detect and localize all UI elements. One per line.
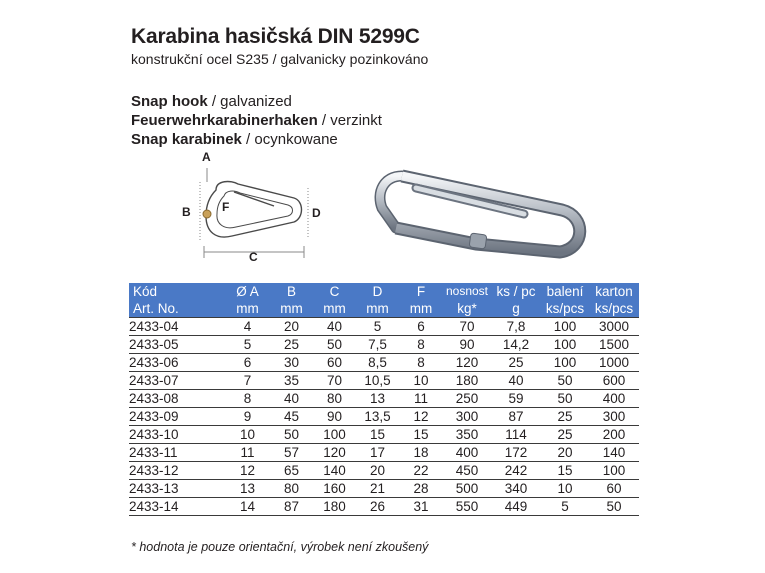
table-cell: 6	[417, 319, 425, 334]
table-cell: 10,5	[364, 373, 391, 388]
table-cell: 87	[283, 499, 300, 514]
table-row	[129, 318, 639, 336]
table-cell: 5	[373, 319, 382, 334]
table-cell: 25	[283, 337, 300, 352]
article-code-cell: 2433-07	[129, 373, 179, 388]
table-cell: 50	[557, 391, 573, 406]
table-cell: 180	[323, 499, 346, 514]
table-cell: 90	[326, 409, 343, 424]
table-cell: 242	[504, 463, 528, 478]
table-cell: 40	[508, 373, 524, 388]
column-subheader: Art. No.	[129, 300, 225, 318]
table-cell: 9	[243, 409, 252, 424]
table-cell: 500	[455, 481, 479, 496]
page-subtitle: konstrukční ocel S235 / galvanicky pozinkováno	[131, 51, 429, 67]
table-cell: 13	[239, 481, 256, 496]
table-cell: 600	[602, 373, 626, 388]
language-list	[131, 92, 382, 149]
table-cell: 50	[606, 499, 622, 514]
table-cell: 12	[239, 463, 256, 478]
table-cell: 100	[553, 355, 577, 370]
table-cell: 6	[243, 355, 252, 370]
table-cell: 14,2	[502, 337, 530, 352]
table-cell: 100	[553, 337, 577, 352]
table-cell: 20	[283, 319, 300, 334]
table-cell: 59	[508, 391, 524, 406]
table-row	[129, 390, 639, 408]
language-desc: / galvanized	[207, 93, 292, 110]
table-cell: 400	[602, 391, 626, 406]
table-cell: 13,5	[364, 409, 391, 424]
table-cell: 21	[369, 481, 386, 496]
table-cell: 7,5	[368, 337, 387, 352]
table-row	[129, 372, 639, 390]
article-code-cell: 2433-04	[129, 319, 179, 334]
table-row	[129, 444, 639, 462]
table-cell: 20	[369, 463, 386, 478]
product-photo	[372, 158, 590, 262]
table-cell: 60	[606, 481, 622, 496]
table-cell: 172	[504, 445, 528, 460]
column-header: Ø A	[225, 283, 270, 300]
column-header: B	[270, 283, 313, 300]
table-cell: 50	[326, 337, 343, 352]
table-cell: 28	[413, 481, 429, 496]
table-cell: 25	[557, 409, 573, 424]
table-cell: 8	[243, 391, 252, 406]
table-row	[129, 462, 639, 480]
language-name: Snap hook	[131, 93, 208, 110]
table-cell: 350	[455, 427, 479, 442]
table-cell: 8,5	[368, 355, 387, 370]
table-cell: 160	[323, 481, 346, 496]
table-cell: 80	[283, 481, 300, 496]
table-cell: 1500	[598, 337, 630, 352]
table-row	[129, 480, 639, 498]
table-cell: 10	[557, 481, 573, 496]
table-cell: 25	[508, 355, 524, 370]
article-code-cell: 2433-05	[129, 337, 179, 352]
table-cell: 25	[557, 427, 573, 442]
table-cell: 5	[561, 499, 569, 514]
column-subheader: g	[491, 300, 541, 318]
table-cell: 45	[283, 409, 300, 424]
table-cell: 50	[557, 373, 573, 388]
column-header: balení	[541, 283, 589, 300]
table-cell: 4	[243, 319, 252, 334]
column-header: ks / pc	[491, 283, 541, 300]
table-cell: 140	[602, 445, 626, 460]
column-subheader: kg*	[443, 300, 491, 318]
table-cell: 70	[326, 373, 343, 388]
table-cell: 18	[413, 445, 429, 460]
table-cell: 8	[417, 355, 425, 370]
table-cell: 80	[326, 391, 343, 406]
diagram-label-c: C	[249, 250, 258, 264]
table-cell: 30	[283, 355, 300, 370]
table-cell: 250	[455, 391, 479, 406]
column-header: Kód	[129, 283, 225, 300]
dimension-diagram	[176, 148, 346, 266]
table-cell: 100	[602, 463, 626, 478]
table-row	[129, 354, 639, 372]
table-cell: 7,8	[506, 319, 526, 334]
table-cell: 1000	[598, 355, 630, 370]
table-cell: 400	[455, 445, 479, 460]
article-code-cell: 2433-08	[129, 391, 179, 406]
table-cell: 100	[553, 319, 577, 334]
table-header-row	[129, 300, 639, 318]
table-cell: 57	[283, 445, 300, 460]
column-header: D	[356, 283, 399, 300]
column-header: nosnost	[443, 283, 491, 300]
table-row	[129, 498, 639, 516]
table-cell: 340	[504, 481, 528, 496]
page-title: Karabina hasičská DIN 5299C	[131, 25, 420, 48]
table-cell: 140	[323, 463, 346, 478]
table-row	[129, 336, 639, 354]
column-subheader: mm	[313, 300, 356, 318]
table-cell: 300	[455, 409, 479, 424]
column-subheader: mm	[356, 300, 399, 318]
column-subheader: mm	[225, 300, 270, 318]
specs-table	[129, 283, 639, 516]
table-cell: 35	[283, 373, 300, 388]
table-cell: 10	[239, 427, 256, 442]
diagram-label-d: D	[312, 206, 321, 220]
table-cell: 100	[323, 427, 346, 442]
diagram-label-b: B	[182, 205, 191, 219]
column-subheader: mm	[270, 300, 313, 318]
table-cell: 114	[505, 427, 527, 442]
table-cell: 11	[413, 391, 428, 406]
table-cell: 8	[417, 337, 425, 352]
table-cell: 20	[557, 445, 573, 460]
table-cell: 15	[413, 427, 429, 442]
language-item-en	[131, 92, 382, 111]
diagram-label-f: F	[222, 200, 230, 214]
table-cell: 120	[323, 445, 346, 460]
article-code-cell: 2433-13	[129, 481, 179, 496]
table-row	[129, 426, 639, 444]
language-desc: / verzinkt	[317, 112, 382, 129]
table-cell: 3000	[598, 319, 630, 334]
article-code-cell: 2433-09	[129, 409, 179, 424]
table-cell: 11	[240, 445, 255, 460]
article-code-cell: 2433-06	[129, 355, 179, 370]
table-cell: 12	[413, 409, 429, 424]
column-subheader: ks/pcs	[589, 300, 639, 318]
table-cell: 14	[239, 499, 256, 514]
table-cell: 87	[508, 409, 524, 424]
table-cell: 7	[243, 373, 252, 388]
article-code-cell: 2433-11	[129, 445, 178, 460]
table-cell: 26	[369, 499, 386, 514]
footnote: * hodnota je pouze orientační, výrobek není zkoušený	[131, 540, 429, 554]
language-item-pl	[131, 130, 382, 149]
table-cell: 450	[455, 463, 479, 478]
article-code-cell: 2433-12	[129, 463, 179, 478]
column-subheader: mm	[399, 300, 443, 318]
table-cell: 60	[326, 355, 343, 370]
column-header: karton	[589, 283, 639, 300]
diagram-label-a: A	[202, 150, 211, 164]
table-cell: 200	[602, 427, 626, 442]
column-header: F	[399, 283, 443, 300]
language-name: Feuerwehrkarabinerhaken	[131, 112, 318, 129]
language-item-de	[131, 111, 382, 130]
article-code-cell: 2433-14	[129, 499, 179, 514]
table-cell: 40	[326, 319, 343, 334]
column-header: C	[313, 283, 356, 300]
table-cell: 5	[243, 337, 252, 352]
table-cell: 70	[459, 319, 475, 334]
article-code-cell: 2433-10	[129, 427, 179, 442]
table-body	[129, 318, 639, 516]
table-cell: 10	[413, 373, 429, 388]
language-desc: / ocynkowane	[241, 131, 338, 148]
table-cell: 65	[283, 463, 300, 478]
table-cell: 22	[413, 463, 429, 478]
table-cell: 550	[455, 499, 479, 514]
table-cell: 50	[283, 427, 300, 442]
language-name: Snap karabinek	[131, 131, 242, 148]
table-cell: 180	[455, 373, 479, 388]
table-cell: 40	[283, 391, 300, 406]
table-cell: 15	[369, 427, 386, 442]
table-cell: 31	[413, 499, 429, 514]
table-cell: 449	[504, 499, 528, 514]
table-cell: 17	[369, 445, 386, 460]
table-header-row	[129, 283, 639, 300]
table-cell: 15	[557, 463, 573, 478]
table-cell: 90	[459, 337, 475, 352]
table-cell: 300	[602, 409, 626, 424]
column-subheader: ks/pcs	[541, 300, 589, 318]
table-cell: 120	[455, 355, 479, 370]
table-cell: 13	[369, 391, 386, 406]
table-row	[129, 408, 639, 426]
